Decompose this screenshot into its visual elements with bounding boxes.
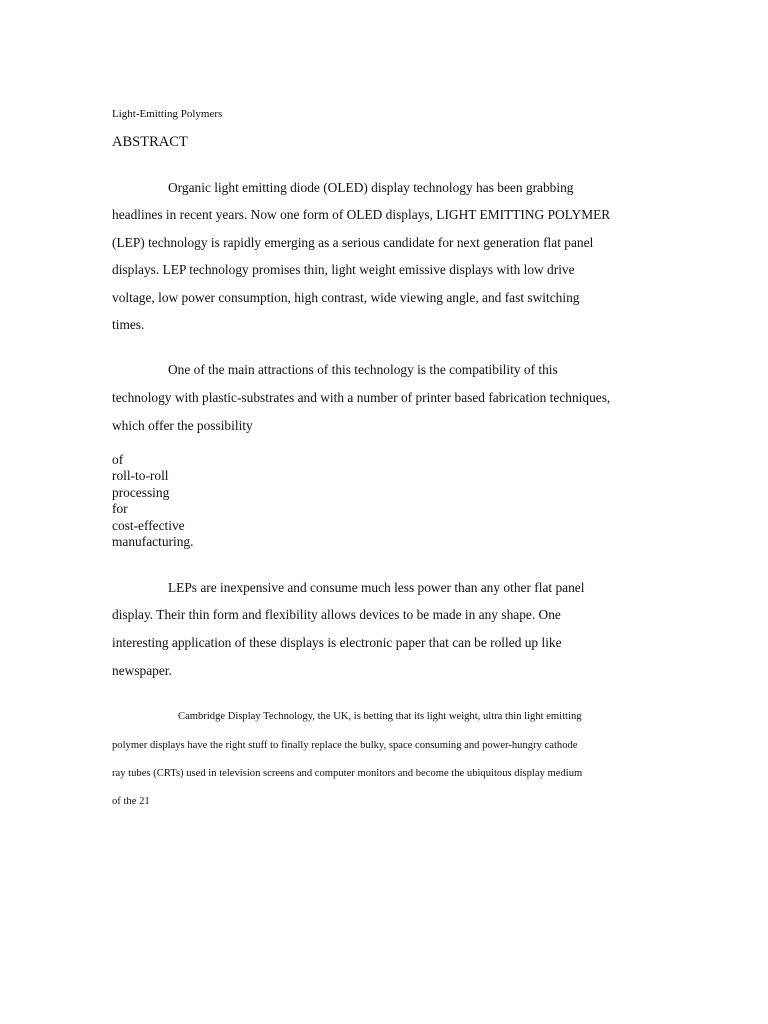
paragraph-1-line-6: times. bbox=[112, 317, 145, 332]
paragraph-1-line-2: headlines in recent years. Now one form of OLED displays, LIGHT EMITTING POLYMER bbox=[112, 207, 611, 222]
word-list-item: cost-effective bbox=[112, 518, 185, 533]
document-title: Light-Emitting Polymers bbox=[112, 108, 223, 120]
paragraph-1-line-5: voltage, low power consumption, high contrast, wide viewing angle, and fast switching bbox=[112, 290, 580, 305]
paragraph-4-line-1: Cambridge Display Technology, the UK, is betting that its light weight, ultra thin light emitting bbox=[178, 711, 582, 722]
paragraph-2-line-1: One of the main attractions of this technology is the compatibility of this bbox=[168, 362, 558, 377]
word-list-item: roll-to-roll bbox=[112, 468, 169, 483]
abstract-heading: ABSTRACT bbox=[112, 134, 188, 150]
paragraph-4-line-2: polymer displays have the right stuff to finally replace the bulky, space consuming and power-hungry cathode bbox=[112, 740, 578, 751]
word-list-item: for bbox=[112, 501, 128, 516]
paragraph-3-line-1: LEPs are inexpensive and consume much less power than any other flat panel bbox=[168, 580, 585, 595]
paragraph-2-line-2: technology with plastic-substrates and with a number of printer based fabrication techniques, bbox=[112, 390, 611, 405]
word-list-item: processing bbox=[112, 485, 170, 500]
paragraph-3-line-3: interesting application of these displays is electronic paper that can be rolled up like bbox=[112, 635, 562, 650]
paragraph-3-line-4: newspaper. bbox=[112, 663, 172, 678]
paragraph-1-line-3: (LEP) technology is rapidly emerging as a serious candidate for next generation flat panel bbox=[112, 235, 594, 250]
paragraph-4-line-3: ray tubes (CRTs) used in television screens and computer monitors and become the ubiquitous display medium bbox=[112, 768, 583, 779]
paragraph-1-line-1: Organic light emitting diode (OLED) display technology has been grabbing bbox=[168, 180, 574, 195]
word-list-item: of bbox=[112, 452, 124, 467]
paragraph-1-line-4: displays. LEP technology promises thin, light weight emissive displays with low drive bbox=[112, 262, 575, 277]
paragraph-3-line-2: display. Their thin form and flexibility allows devices to be made in any shape. One bbox=[112, 607, 561, 622]
paragraph-2-line-3: which offer the possibility bbox=[112, 418, 253, 433]
word-list-item: manufacturing. bbox=[112, 534, 194, 549]
paragraph-4-line-4: of the 21 bbox=[112, 796, 150, 807]
